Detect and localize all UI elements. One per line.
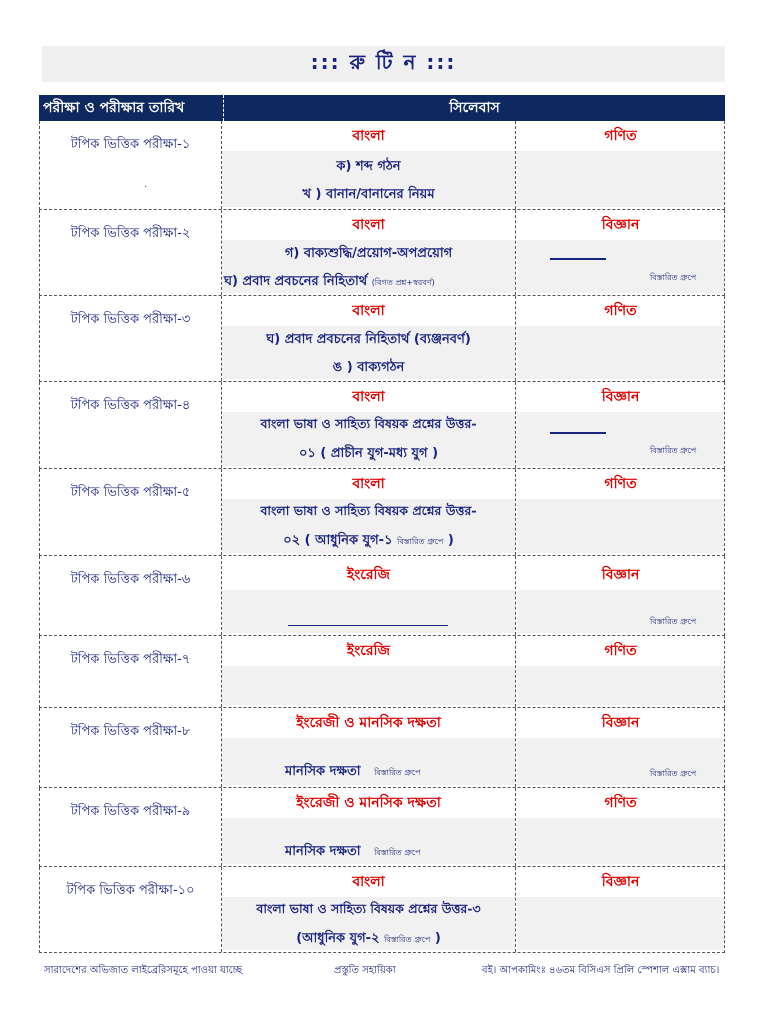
blank-line <box>550 258 606 260</box>
table-row <box>39 469 725 556</box>
exam-label: টপিক ভিত্তিক পরীক্ষা-২ <box>40 210 222 295</box>
syllabus-text: মানসিক দক্ষতা <box>285 764 361 779</box>
syllabus-note: (বিগত প্রশ্ন+স্বরবর্ণ) <box>371 278 435 287</box>
syllabus-line: ক) শব্দ গঠন <box>336 159 401 174</box>
syllabus-line: খ ) বানান/বানানের নিয়ম <box>302 187 435 202</box>
left-subject: ইংরেজী ও মানসিক দক্ষতা <box>222 710 515 736</box>
right-subject: গণিত <box>517 471 724 497</box>
syllabus-text-end: ) <box>447 533 454 548</box>
syllabus-text: মানসিক দক্ষতা <box>285 844 361 859</box>
syllabus-line: বাংলা ভাষা ও সাহিত্য বিষয়ক প্রশ্নের উত্তর- <box>260 503 477 518</box>
table-header <box>39 95 725 121</box>
left-subject: ইংরেজি <box>222 562 515 588</box>
table-row <box>39 210 725 296</box>
exam-label: টপিক ভিত্তিক পরীক্ষা-৮ <box>40 708 222 787</box>
left-subject: ইংরেজি <box>222 638 515 664</box>
syllabus-line-with-note <box>285 762 420 783</box>
left-subject: বাংলা <box>222 869 515 895</box>
details-note: বিস্তারিত গ্রুপে <box>650 769 697 778</box>
footer-right: বই। আপকামিংঃ ৪৬তম বিসিএস প্রিলি স্পেশাল এক্সাম ব্যাচ। <box>482 965 720 976</box>
syllabus-line-with-note <box>222 531 515 552</box>
syllabus-line: ঘ) প্রবাদ প্রবচনের নিহিতার্থ (ব্যঞ্জনবর্ণ) <box>266 332 471 347</box>
page-title: ::: রু টি ন ::: <box>42 46 725 82</box>
exam-label: টপিক ভিত্তিক পরীক্ষা-৪ <box>40 382 222 468</box>
dot-mark: . <box>144 179 148 190</box>
syllabus-note: বিস্তারিত গ্রুপে <box>374 768 421 777</box>
table-row <box>39 296 725 382</box>
exam-label: টপিক ভিত্তিক পরীক্ষা-৩ <box>40 296 222 381</box>
exam-label: টপিক ভিত্তিক পরীক্ষা-৫ <box>40 469 222 555</box>
right-subject: গণিত <box>517 790 724 816</box>
exam-label: টপিক ভিত্তিক পরীক্ষা-১ <box>40 121 222 209</box>
exam-label: টপিক ভিত্তিক পরীক্ষা-৬ <box>40 556 222 635</box>
left-subject: বাংলা <box>222 212 515 238</box>
details-note: বিস্তারিত গ্রুপে <box>650 273 697 282</box>
footer-left: সারাদেশের অভিজাত লাইব্রেরিসমূহে পাওয়া যাচ্ছে <box>44 965 243 976</box>
syllabus-line: গ) বাক্যশুদ্ধি/প্রয়োগ-অপপ্রয়োগ <box>284 246 453 261</box>
syllabus-note: বিস্তারিত গ্রুপে <box>397 537 444 546</box>
syllabus-text: (আধুনিক যুগ-২ <box>296 931 380 946</box>
right-subject: বিজ্ঞান <box>517 710 724 736</box>
right-subject: বিজ্ঞান <box>517 212 724 238</box>
table-row <box>39 788 725 867</box>
syllabus-text-end: ) <box>434 931 441 946</box>
left-subject: বাংলা <box>222 384 515 410</box>
syllabus-text: ঘ) প্রবাদ প্রবচনের নিহিতার্থ <box>224 274 368 289</box>
table-row <box>39 636 725 708</box>
syllabus-line: ০১ ( প্রাচীন যুগ-মধ্য যুগ ) <box>298 446 439 461</box>
details-note: বিস্তারিত গ্রুপে <box>650 617 697 626</box>
header-syllabus: সিলেবাস <box>449 100 500 116</box>
left-subject: বাংলা <box>222 123 515 149</box>
exam-label: টপিক ভিত্তিক পরীক্ষা-৯ <box>40 788 222 866</box>
syllabus-line-with-note <box>285 842 420 863</box>
syllabus-line-with-note <box>222 929 515 950</box>
syllabus-line-with-note <box>224 272 435 293</box>
left-subject: ইংরেজী ও মানসিক দক্ষতা <box>222 790 515 816</box>
header-exam-date: পরীক্ষা ও পরীক্ষার তারিখ <box>39 95 224 121</box>
syllabus-line: বাংলা ভাষা ও সাহিত্য বিষয়ক প্রশ্নের উত্তর-৩ <box>256 901 481 916</box>
footer-middle: প্রস্তুতি সহায়িকা <box>334 965 396 976</box>
right-subject: বিজ্ঞান <box>517 869 724 895</box>
exam-label: টপিক ভিত্তিক পরীক্ষা-৭ <box>40 636 222 707</box>
right-subject: গণিত <box>517 123 724 149</box>
syllabus-line: বাংলা ভাষা ও সাহিত্য বিষয়ক প্রশ্নের উত্তর- <box>260 416 477 431</box>
right-subject: বিজ্ঞান <box>517 384 724 410</box>
table-row <box>39 867 725 953</box>
right-subject: গণিত <box>517 638 724 664</box>
table-row <box>39 121 725 210</box>
right-subject: বিজ্ঞান <box>517 562 724 588</box>
left-subject: বাংলা <box>222 471 515 497</box>
details-note: বিস্তারিত গ্রুপে <box>650 446 697 455</box>
table-row <box>39 556 725 636</box>
right-subject: গণিত <box>517 298 724 324</box>
blank-line <box>288 625 448 626</box>
blank-line <box>550 432 606 434</box>
table-row <box>39 708 725 788</box>
syllabus-note: বিস্তারিত গ্রুপে <box>374 848 421 857</box>
left-subject: বাংলা <box>222 298 515 324</box>
table-row <box>39 382 725 469</box>
syllabus-text: ০২ ( আধুনিক যুগ-১ <box>283 533 393 548</box>
syllabus-line: ঙ ) বাক্যগঠন <box>332 360 405 375</box>
exam-label: টপিক ভিত্তিক পরীক্ষা-১০ <box>40 867 222 952</box>
syllabus-note: বিস্তারিত গ্রুপে <box>384 935 431 944</box>
